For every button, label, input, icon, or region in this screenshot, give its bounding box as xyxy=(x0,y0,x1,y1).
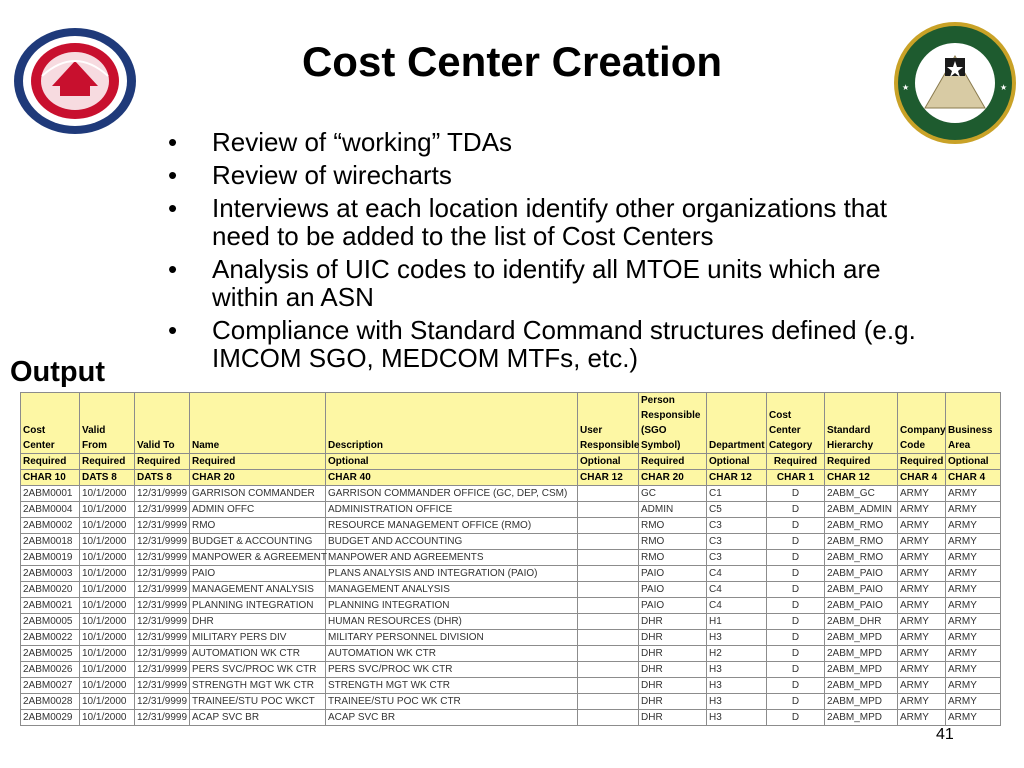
table-cell: C5 xyxy=(707,502,767,518)
table-cell: ARMY xyxy=(946,694,1001,710)
table-cell xyxy=(578,678,639,694)
table-cell: D xyxy=(767,582,825,598)
svg-text:★: ★ xyxy=(902,83,910,92)
bullet-text: need to be added to the list of Cost Centers xyxy=(212,221,714,251)
bullet-dot-icon: • xyxy=(168,254,178,284)
table-cell: 12/31/9999 xyxy=(135,630,190,646)
len-cell: DATS 8 xyxy=(135,470,190,486)
table-cell xyxy=(578,646,639,662)
req-cell: Optional xyxy=(326,454,578,470)
bullet-text: Review of “working” TDAs xyxy=(212,127,513,157)
table-cell xyxy=(578,582,639,598)
req-cell: Optional xyxy=(578,454,639,470)
table-cell: 10/1/2000 xyxy=(80,502,135,518)
table-cell: 12/31/9999 xyxy=(135,662,190,678)
table-cell: ARMY xyxy=(946,678,1001,694)
table-cell: MILITARY PERSONNEL DIVISION xyxy=(326,630,578,646)
table-cell: D xyxy=(767,646,825,662)
table-cell: 2ABM0028 xyxy=(21,694,80,710)
table-cell: ARMY xyxy=(946,582,1001,598)
table-cell: 2ABM0002 xyxy=(21,518,80,534)
table-cell: ARMY xyxy=(898,582,946,598)
required-row xyxy=(21,454,1001,470)
table-cell: 12/31/9999 xyxy=(135,710,190,726)
len-cell: CHAR 40 xyxy=(326,470,578,486)
table-cell: 12/31/9999 xyxy=(135,566,190,582)
bullet-text: Review of wirecharts xyxy=(212,160,452,190)
header-row xyxy=(21,393,1001,454)
table-cell: DHR xyxy=(190,614,326,630)
table-cell: ARMY xyxy=(898,486,946,502)
table-row xyxy=(21,710,1001,726)
table-cell: 2ABM_RMO xyxy=(825,518,898,534)
table-row xyxy=(21,582,1001,598)
table-cell: 2ABM_PAIO xyxy=(825,598,898,614)
bullet-text: within an ASN xyxy=(212,282,374,312)
table-row xyxy=(21,614,1001,630)
table-cell: RMO xyxy=(639,534,707,550)
table-cell: C4 xyxy=(707,598,767,614)
table-cell: ARMY xyxy=(946,598,1001,614)
table-cell: 12/31/9999 xyxy=(135,534,190,550)
table-cell xyxy=(578,662,639,678)
table-cell: STRENGTH MGT WK CTR xyxy=(190,678,326,694)
table-cell xyxy=(578,630,639,646)
hdr-cell: Cost Center xyxy=(21,393,80,454)
table-cell: MANPOWER & AGREEMENT xyxy=(190,550,326,566)
table-cell xyxy=(578,518,639,534)
req-cell: Required xyxy=(825,454,898,470)
table-cell: 10/1/2000 xyxy=(80,598,135,614)
table-cell: PERS SVC/PROC WK CTR xyxy=(326,662,578,678)
table-cell: PLANNING INTEGRATION xyxy=(190,598,326,614)
table-cell: ARMY xyxy=(898,502,946,518)
hdr-cell: Business Area xyxy=(946,393,1001,454)
len-cell: CHAR 4 xyxy=(898,470,946,486)
req-cell: Optional xyxy=(707,454,767,470)
table-cell: PLANNING INTEGRATION xyxy=(326,598,578,614)
table-cell: 12/31/9999 xyxy=(135,502,190,518)
hdr-cell: Description xyxy=(326,393,578,454)
table-cell: PERS SVC/PROC WK CTR xyxy=(190,662,326,678)
table-cell xyxy=(578,710,639,726)
bullet-dot-icon: • xyxy=(168,193,178,223)
table-cell: H3 xyxy=(707,694,767,710)
table-cell: 2ABM0004 xyxy=(21,502,80,518)
len-cell: CHAR 12 xyxy=(578,470,639,486)
table-cell: 2ABM_MPD xyxy=(825,678,898,694)
table-row xyxy=(21,566,1001,582)
table-cell: D xyxy=(767,518,825,534)
table-cell: D xyxy=(767,566,825,582)
length-row xyxy=(21,470,1001,486)
table-cell: D xyxy=(767,678,825,694)
req-cell: Required xyxy=(767,454,825,470)
bullet-text: Compliance with Standard Command structures defined (e.g. xyxy=(212,315,916,345)
table-cell xyxy=(578,550,639,566)
bullet-dot-icon: • xyxy=(168,315,178,345)
table-cell: HUMAN RESOURCES (DHR) xyxy=(326,614,578,630)
table-cell: GARRISON COMMANDER OFFICE (GC, DEP, CSM) xyxy=(326,486,578,502)
table-cell: 2ABM_MPD xyxy=(825,662,898,678)
table-row xyxy=(21,678,1001,694)
table-cell: C1 xyxy=(707,486,767,502)
table-cell xyxy=(578,694,639,710)
table-cell: D xyxy=(767,598,825,614)
table-cell: D xyxy=(767,694,825,710)
table-row xyxy=(21,534,1001,550)
req-cell: Required xyxy=(80,454,135,470)
table-cell: ARMY xyxy=(946,502,1001,518)
table-cell: H3 xyxy=(707,662,767,678)
table-cell: ARMY xyxy=(946,614,1001,630)
table-row xyxy=(21,486,1001,502)
table-cell: C3 xyxy=(707,518,767,534)
table-cell: DHR xyxy=(639,630,707,646)
bullet-text: Interviews at each location identify other organizations that xyxy=(212,193,887,223)
len-cell: CHAR 20 xyxy=(639,470,707,486)
table-cell: 2ABM_DHR xyxy=(825,614,898,630)
table-cell: PAIO xyxy=(639,582,707,598)
table-cell: 10/1/2000 xyxy=(80,582,135,598)
table-cell: RMO xyxy=(639,550,707,566)
table-cell xyxy=(578,566,639,582)
table-cell: 2ABM0027 xyxy=(21,678,80,694)
table-cell: 2ABM_PAIO xyxy=(825,582,898,598)
table-row xyxy=(21,630,1001,646)
table-cell: MANAGEMENT ANALYSIS xyxy=(190,582,326,598)
table-cell: DHR xyxy=(639,678,707,694)
hdr-cell: Standard Hierarchy xyxy=(825,393,898,454)
table-cell: 10/1/2000 xyxy=(80,534,135,550)
table-cell xyxy=(578,534,639,550)
table-cell: 2ABM0025 xyxy=(21,646,80,662)
table-cell: D xyxy=(767,662,825,678)
table-cell: 2ABM_RMO xyxy=(825,550,898,566)
table-cell xyxy=(578,614,639,630)
table-cell: ARMY xyxy=(898,614,946,630)
bullet-dot-icon: • xyxy=(168,127,178,157)
table-cell: 2ABM_MPD xyxy=(825,630,898,646)
table-row xyxy=(21,598,1001,614)
hdr-cell: Department xyxy=(707,393,767,454)
table-cell: H1 xyxy=(707,614,767,630)
table-cell: ARMY xyxy=(898,710,946,726)
table-cell: DHR xyxy=(639,646,707,662)
table-cell: ARMY xyxy=(946,662,1001,678)
table-cell: ARMY xyxy=(946,534,1001,550)
bullet-item xyxy=(168,255,998,311)
table-cell: BUDGET AND ACCOUNTING xyxy=(326,534,578,550)
bullet-item xyxy=(168,316,998,372)
table-cell: ARMY xyxy=(898,518,946,534)
table-cell: ARMY xyxy=(898,598,946,614)
table-cell: ARMY xyxy=(898,550,946,566)
table-cell: MILITARY PERS DIV xyxy=(190,630,326,646)
table-cell: DHR xyxy=(639,694,707,710)
table-cell: ARMY xyxy=(946,486,1001,502)
table-cell: ARMY xyxy=(946,550,1001,566)
table-body xyxy=(21,486,1001,726)
table-cell: ADMIN xyxy=(639,502,707,518)
table-cell xyxy=(578,598,639,614)
table-cell: D xyxy=(767,502,825,518)
table-cell: 10/1/2000 xyxy=(80,566,135,582)
len-cell: CHAR 12 xyxy=(707,470,767,486)
table-cell: 2ABM0020 xyxy=(21,582,80,598)
cost-center-table-image xyxy=(20,392,1000,723)
table-cell: RMO xyxy=(190,518,326,534)
hdr-cell: Valid From xyxy=(80,393,135,454)
table-row xyxy=(21,694,1001,710)
table-cell: C3 xyxy=(707,550,767,566)
table-cell: H3 xyxy=(707,710,767,726)
table-cell: AUTOMATION WK CTR xyxy=(326,646,578,662)
table-cell: C4 xyxy=(707,582,767,598)
table-cell: RMO xyxy=(639,518,707,534)
table-cell: RESOURCE MANAGEMENT OFFICE (RMO) xyxy=(326,518,578,534)
req-cell: Required xyxy=(639,454,707,470)
table-cell: ARMY xyxy=(946,630,1001,646)
table-cell: ACAP SVC BR xyxy=(190,710,326,726)
hdr-cell: Valid To xyxy=(135,393,190,454)
bullet-item xyxy=(168,194,998,250)
bullet-list xyxy=(168,128,998,377)
table-cell: 10/1/2000 xyxy=(80,630,135,646)
req-cell: Required xyxy=(21,454,80,470)
table-cell: ARMY xyxy=(946,518,1001,534)
hdr-cell: Company Code xyxy=(898,393,946,454)
table-cell: TRAINEE/STU POC WKCT xyxy=(190,694,326,710)
slide-title: Cost Center Creation xyxy=(301,38,723,85)
table-cell xyxy=(578,502,639,518)
table-cell: AUTOMATION WK CTR xyxy=(190,646,326,662)
table-cell: 2ABM_RMO xyxy=(825,534,898,550)
table-cell: ARMY xyxy=(898,534,946,550)
cost-center-table xyxy=(20,392,1001,726)
hdr-cell: User Responsible xyxy=(578,393,639,454)
table-cell: GC xyxy=(639,486,707,502)
table-cell: C4 xyxy=(707,566,767,582)
table-cell: ARMY xyxy=(898,630,946,646)
table-cell: STRENGTH MGT WK CTR xyxy=(326,678,578,694)
table-cell: 12/31/9999 xyxy=(135,694,190,710)
len-cell: CHAR 1 xyxy=(767,470,825,486)
table-cell: DHR xyxy=(639,710,707,726)
table-cell: 10/1/2000 xyxy=(80,614,135,630)
table-cell: H2 xyxy=(707,646,767,662)
table-row xyxy=(21,502,1001,518)
table-cell: ADMINISTRATION OFFICE xyxy=(326,502,578,518)
table-cell: 2ABM0019 xyxy=(21,550,80,566)
table-cell: BUDGET & ACCOUNTING xyxy=(190,534,326,550)
bullet-item xyxy=(168,128,998,156)
bullet-item xyxy=(168,161,998,189)
table-cell: ARMY xyxy=(946,566,1001,582)
table-cell: 10/1/2000 xyxy=(80,550,135,566)
table-cell: 2ABM_ADMIN xyxy=(825,502,898,518)
table-cell: PLANS ANALYSIS AND INTEGRATION (PAIO) xyxy=(326,566,578,582)
table-cell: ARMY xyxy=(946,646,1001,662)
table-cell: 12/31/9999 xyxy=(135,614,190,630)
bullet-dot-icon: • xyxy=(168,160,178,190)
bullet-text: Analysis of UIC codes to identify all MTOE units which are xyxy=(212,254,881,284)
table-cell: D xyxy=(767,486,825,502)
table-cell: 10/1/2000 xyxy=(80,710,135,726)
table-cell: 12/31/9999 xyxy=(135,486,190,502)
table-row xyxy=(21,550,1001,566)
hdr-cell: Name xyxy=(190,393,326,454)
len-cell: CHAR 20 xyxy=(190,470,326,486)
table-cell: 2ABM0029 xyxy=(21,710,80,726)
table-cell xyxy=(578,486,639,502)
req-cell: Required xyxy=(135,454,190,470)
bullet-text: IMCOM SGO, MEDCOM MTFs, etc.) xyxy=(212,343,639,373)
table-cell: PAIO xyxy=(639,598,707,614)
table-cell: 2ABM_MPD xyxy=(825,694,898,710)
table-cell: ARMY xyxy=(898,566,946,582)
table-row xyxy=(21,662,1001,678)
len-cell: CHAR 4 xyxy=(946,470,1001,486)
req-cell: Required xyxy=(190,454,326,470)
table-cell: ARMY xyxy=(898,662,946,678)
req-cell: Required xyxy=(898,454,946,470)
hdr-cell: Person Responsible (SGO Symbol) xyxy=(639,393,707,454)
table-cell: ARMY xyxy=(898,646,946,662)
table-cell: TRAINEE/STU POC WK CTR xyxy=(326,694,578,710)
svg-text:★: ★ xyxy=(1000,83,1008,92)
table-cell: ARMY xyxy=(946,710,1001,726)
table-cell: GARRISON COMMANDER xyxy=(190,486,326,502)
table-cell: 2ABM0003 xyxy=(21,566,80,582)
table-cell: D xyxy=(767,614,825,630)
output-label: Output xyxy=(10,356,106,388)
table-cell: 2ABM_MPD xyxy=(825,646,898,662)
table-cell: ARMY xyxy=(898,678,946,694)
table-cell: 2ABM0005 xyxy=(21,614,80,630)
table-cell: MANAGEMENT ANALYSIS xyxy=(326,582,578,598)
table-cell: 10/1/2000 xyxy=(80,694,135,710)
table-cell: 12/31/9999 xyxy=(135,550,190,566)
table-cell: D xyxy=(767,550,825,566)
table-cell: ACAP SVC BR xyxy=(326,710,578,726)
table-cell: 10/1/2000 xyxy=(80,486,135,502)
table-cell: H3 xyxy=(707,678,767,694)
table-cell: ARMY xyxy=(898,694,946,710)
len-cell: DATS 8 xyxy=(80,470,135,486)
table-cell: 10/1/2000 xyxy=(80,662,135,678)
table-cell: D xyxy=(767,710,825,726)
table-cell: 12/31/9999 xyxy=(135,518,190,534)
table-cell: 2ABM_PAIO xyxy=(825,566,898,582)
len-cell: CHAR 12 xyxy=(825,470,898,486)
table-cell: MANPOWER AND AGREEMENTS xyxy=(326,550,578,566)
req-cell: Optional xyxy=(946,454,1001,470)
table-cell: 2ABM0001 xyxy=(21,486,80,502)
table-cell: 12/31/9999 xyxy=(135,646,190,662)
table-cell: 10/1/2000 xyxy=(80,678,135,694)
table-cell: 2ABM_GC xyxy=(825,486,898,502)
table-cell: DHR xyxy=(639,662,707,678)
page-number: 41 xyxy=(936,726,954,743)
table-cell: 12/31/9999 xyxy=(135,678,190,694)
table-cell: ADMIN OFFC xyxy=(190,502,326,518)
table-cell: 2ABM0022 xyxy=(21,630,80,646)
table-cell: D xyxy=(767,630,825,646)
table-cell: 12/31/9999 xyxy=(135,598,190,614)
table-cell: 10/1/2000 xyxy=(80,646,135,662)
table-cell: 2ABM0026 xyxy=(21,662,80,678)
table-cell: PAIO xyxy=(190,566,326,582)
table-cell: PAIO xyxy=(639,566,707,582)
hdr-cell: Cost Center Category xyxy=(767,393,825,454)
table-row xyxy=(21,646,1001,662)
table-cell: DHR xyxy=(639,614,707,630)
table-cell: C3 xyxy=(707,534,767,550)
table-row xyxy=(21,518,1001,534)
table-cell: 10/1/2000 xyxy=(80,518,135,534)
len-cell: CHAR 10 xyxy=(21,470,80,486)
table-cell: 2ABM0018 xyxy=(21,534,80,550)
table-cell: 12/31/9999 xyxy=(135,582,190,598)
table-cell: 2ABM_MPD xyxy=(825,710,898,726)
table-cell: H3 xyxy=(707,630,767,646)
table-cell: D xyxy=(767,534,825,550)
table-cell: 2ABM0021 xyxy=(21,598,80,614)
